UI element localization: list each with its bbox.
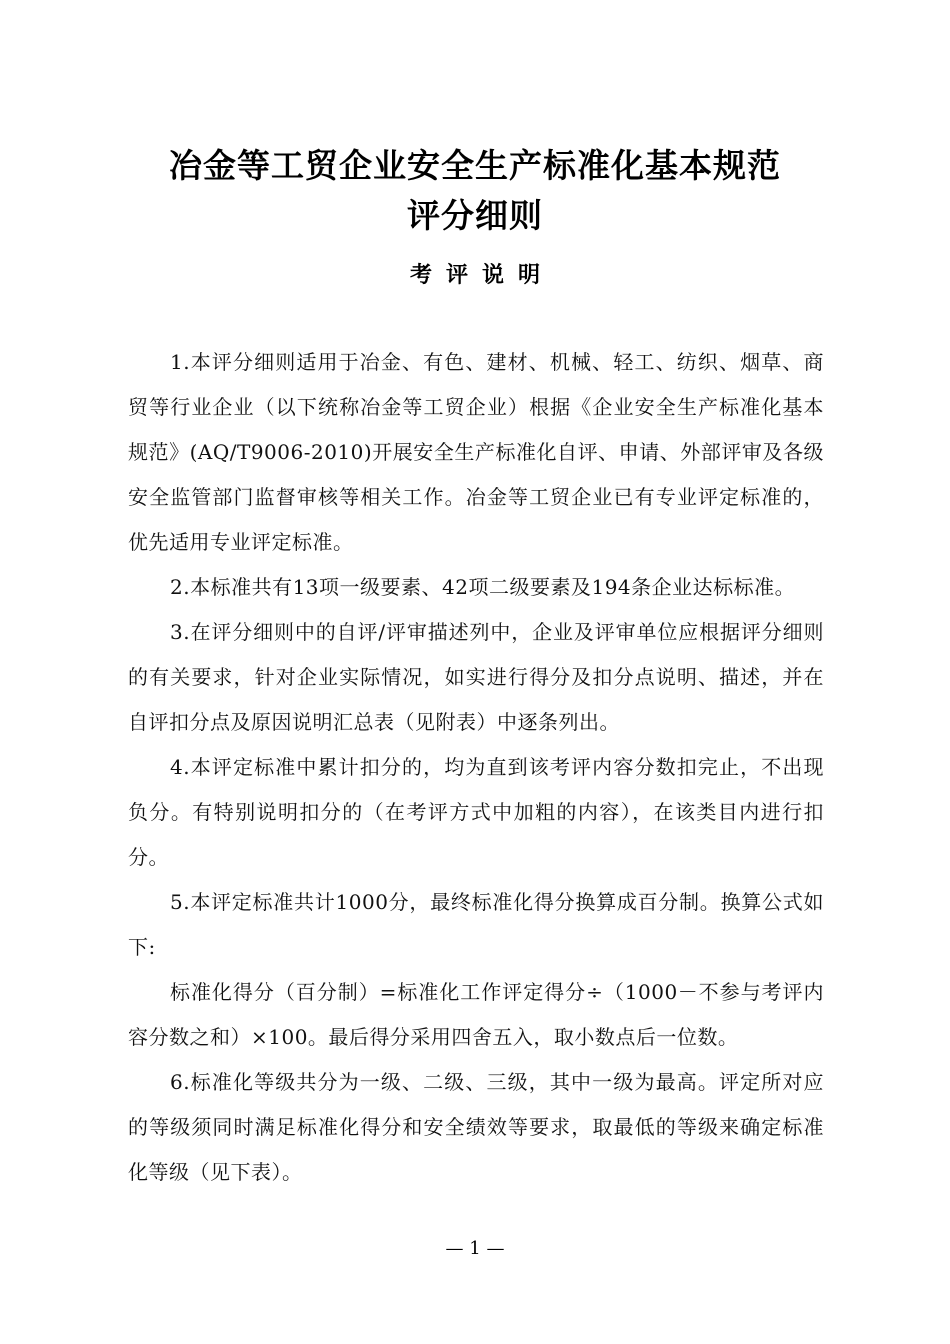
paragraph-4: 4.本评定标准中累计扣分的，均为直到该考评内容分数扣完止，不出现负分。有特别说明扣分的（在考评方式中加粗的内容），在该类目内进行扣分。 [128, 755, 824, 869]
paragraph-3: 3.在评分细则中的自评/评审描述列中，企业及评审单位应根据评分细则的有关要求，针对企业实际情况，如实进行得分及扣分点说明、描述，并在自评扣分点及原因说明汇总表（见附表）中逐条列出。 [128, 620, 824, 734]
paragraph-6: 6.标准化等级共分为一级、二级、三级，其中一级为最高。评定所对应的等级须同时满足标准化得分和安全绩效等要求，取最低的等级来确定标准化等级（见下表）。 [128, 1070, 824, 1184]
document-title-line-1: 冶金等工贸企业安全生产标准化基本规范 [169, 146, 781, 185]
formula-paragraph: 标准化得分（百分制）=标准化工作评定得分÷（1000－不参与考评内容分数之和）×100。最后得分采用四舍五入，取小数点后一位数。 [128, 980, 824, 1049]
paragraph-5: 5.本评定标准共计1000分，最终标准化得分换算成百分制。换算公式如下: [128, 890, 824, 959]
paragraph-2: 2.本标准共有13项一级要素、42项二级要素及194条企业达标标准。 [170, 575, 796, 599]
paragraph-1: 1.本评分细则适用于冶金、有色、建材、机械、轻工、纺织、烟草、商贸等行业企业（以下统称冶金等工贸企业）根据《企业安全生产标准化基本规范》(AQ/T9006-2010)开展安全生产标准化自评、申请、外部评审及各级安全监管部门监督审核等相关工作。冶金等工贸企业已有专业评定标准的，优先适用专业评定标准。 [128, 350, 824, 554]
document-body [128, 340, 824, 1195]
document-title-line-2: 评分细则 [407, 196, 543, 235]
section-heading: 考评说明 [409, 263, 554, 288]
page-number: — 1 — [445, 1238, 505, 1259]
